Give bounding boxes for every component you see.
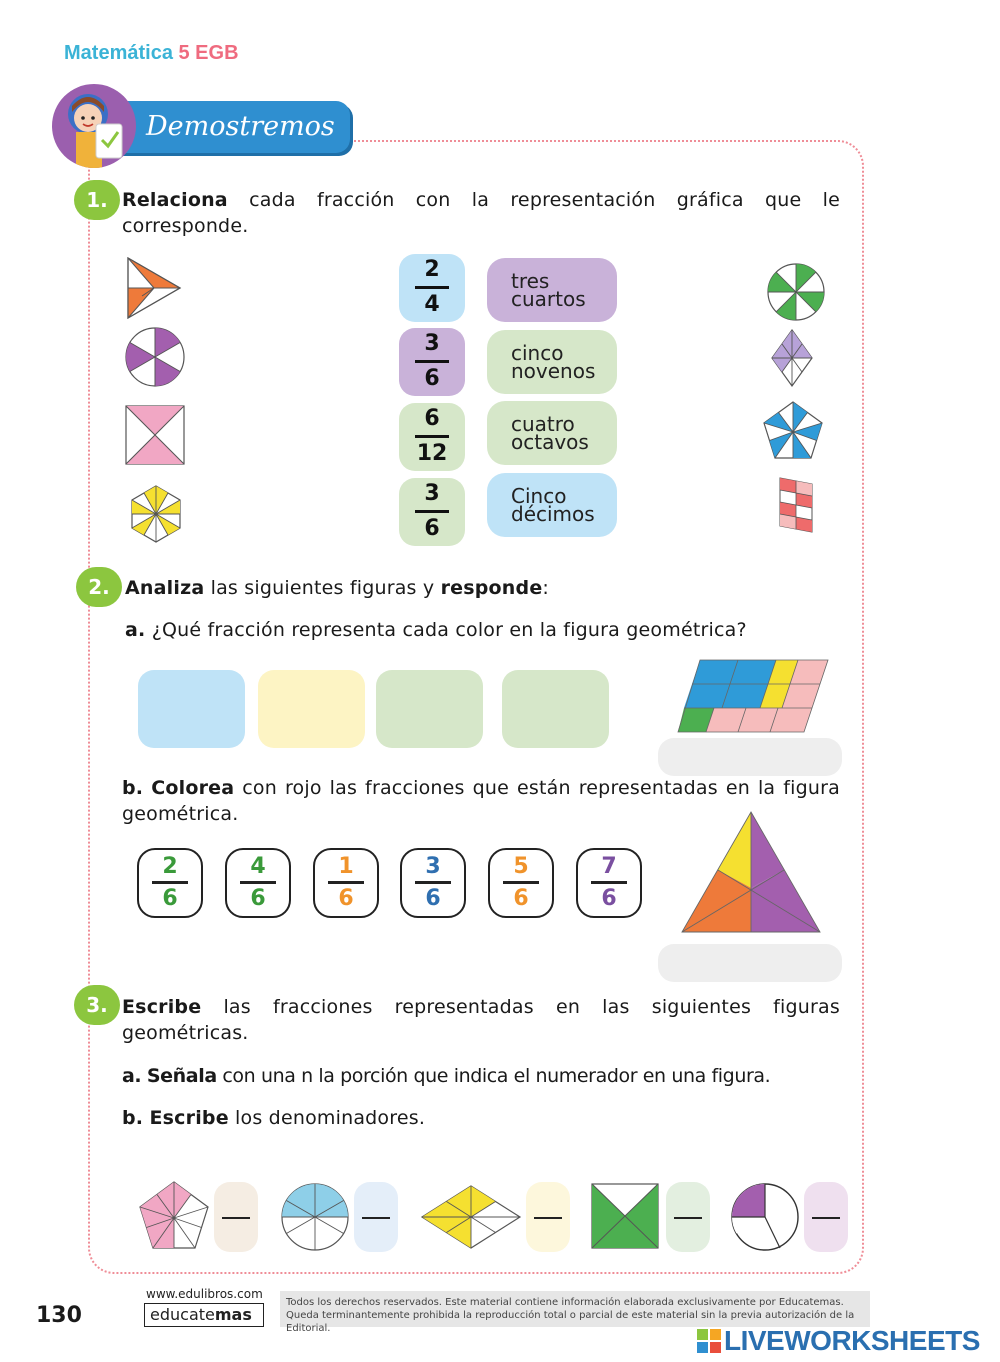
denominator: 6 — [250, 886, 266, 911]
fraction-option[interactable] — [488, 848, 554, 918]
fraction-card — [399, 254, 465, 322]
fraction-line — [222, 1217, 250, 1219]
fraction-option[interactable] — [400, 848, 466, 918]
hexagon-yellow-icon[interactable] — [126, 484, 186, 544]
exercise-2-instruction — [125, 575, 549, 601]
answer-slot[interactable] — [804, 1182, 848, 1252]
legal-notice: Todos los derechos reservados. Este material contiene información elaborada exclusivamente por Educatemas. Queda terminantemente prohibida la reproducción total o parcial de este material sin la previa autorización de la Editorial. — [280, 1291, 870, 1327]
circle-purple-icon[interactable] — [124, 326, 186, 388]
fraction-card — [399, 403, 465, 471]
denominator: 6 — [601, 886, 617, 911]
brand-part: educate — [150, 1305, 215, 1324]
numerator: 6 — [424, 406, 440, 431]
pentagon-pink-icon[interactable] — [138, 1180, 210, 1250]
square-pink-icon[interactable] — [124, 404, 186, 466]
fraction-line — [674, 1217, 702, 1219]
word-line: cinco — [511, 341, 564, 365]
section-banner: Demostremos — [120, 101, 350, 153]
exercise-1-instruction — [122, 187, 840, 239]
exercise-2-number: 2. — [76, 567, 122, 607]
rhombus-yellow-icon[interactable] — [420, 1184, 522, 1250]
fraction-option[interactable] — [225, 848, 291, 918]
website-link[interactable]: www.edulibros.com — [146, 1287, 263, 1301]
grid-red-icon[interactable] — [778, 476, 816, 534]
answer-box-yellow[interactable] — [258, 670, 365, 748]
numerator: 5 — [513, 854, 529, 879]
instruction-text: con una n la porción que indica el numerador en una figura. — [216, 1065, 771, 1087]
instruction-text: cada fracción con la representación gráfica que le corresponde. — [122, 189, 840, 237]
fraction-line — [812, 1217, 840, 1219]
fraction-card — [399, 328, 465, 396]
liveworksheets-watermark: LIVEWORKSHEETS — [724, 1325, 980, 1356]
exercise-3a-instruction — [122, 1063, 770, 1089]
circle-violet-icon[interactable] — [730, 1182, 800, 1252]
exercise-3-instruction — [122, 994, 840, 1046]
fraction-option[interactable] — [576, 848, 642, 918]
answer-field-2a[interactable] — [658, 738, 842, 776]
brand-logo — [144, 1303, 264, 1327]
numerator: 3 — [424, 481, 440, 506]
instruction-text: las siguientes figuras y — [204, 577, 441, 599]
word-line: décimos — [511, 502, 595, 526]
word-card[interactable] — [487, 473, 617, 537]
numerator: 3 — [425, 854, 441, 879]
parallelogram-figure-icon — [676, 658, 832, 734]
instruction-text: los denominadores. — [228, 1107, 426, 1129]
word-line: cuartos — [511, 287, 586, 311]
page-number: 130 — [36, 1303, 82, 1328]
exercise-3b-instruction — [122, 1105, 425, 1131]
liveworksheets-logo-icon — [697, 1329, 721, 1353]
instruction-keyword: Señala — [146, 1065, 217, 1087]
numerator: 4 — [250, 854, 266, 879]
denominator: 6 — [513, 886, 529, 911]
triangle-figure-icon — [680, 810, 822, 934]
girl-avatar-icon — [52, 84, 136, 168]
instruction-keyword: Relaciona — [122, 189, 228, 211]
exercise-3-number: 3. — [74, 985, 120, 1025]
fraction-line — [362, 1217, 390, 1219]
fraction-option[interactable] — [313, 848, 379, 918]
item-label: b. — [122, 1107, 144, 1129]
instruction-text: con rojo las fracciones que están representadas en la figura geométrica. — [122, 777, 840, 825]
triangle-orange-icon[interactable] — [124, 256, 184, 320]
denominator: 6 — [338, 886, 354, 911]
subject-heading — [64, 42, 239, 65]
numerator: 7 — [601, 854, 617, 879]
answer-field-2b[interactable] — [658, 944, 842, 982]
denominator: 6 — [424, 366, 440, 391]
word-card[interactable] — [487, 401, 617, 465]
answer-slot[interactable] — [526, 1182, 570, 1252]
word-line: novenos — [511, 359, 596, 383]
instruction-text: las fracciones representadas en las siguientes figuras geométricas. — [122, 996, 840, 1044]
circle-green-icon[interactable] — [766, 262, 826, 322]
denominator: 4 — [424, 292, 440, 317]
avatar — [52, 84, 136, 168]
answer-box-blue[interactable] — [138, 670, 245, 748]
item-label: a. — [122, 1065, 142, 1087]
denominator: 12 — [416, 441, 448, 466]
fraction-card — [399, 478, 465, 546]
word-line: Cinco — [511, 484, 567, 508]
instruction-keyword: Escribe — [149, 1107, 229, 1129]
answer-box-pink[interactable] — [502, 670, 609, 748]
item-label: b. — [122, 777, 144, 799]
answer-slot[interactable] — [214, 1182, 258, 1252]
brand-part: mas — [214, 1305, 252, 1324]
instruction-keyword: Analiza — [125, 577, 205, 599]
word-card[interactable] — [487, 330, 617, 394]
grade-label: 5 EGB — [178, 42, 239, 64]
denominator: 6 — [424, 516, 440, 541]
numerator: 2 — [162, 854, 178, 879]
numerator: 3 — [424, 331, 440, 356]
answer-box-green[interactable] — [376, 670, 483, 748]
answer-slot[interactable] — [354, 1182, 398, 1252]
item-label: a. — [125, 619, 146, 641]
word-line: octavos — [511, 430, 589, 454]
square-green-icon[interactable] — [590, 1182, 660, 1250]
fraction-line — [534, 1217, 562, 1219]
word-line: tres — [511, 269, 550, 293]
instruction-keyword: responde — [440, 577, 543, 599]
answer-slot[interactable] — [666, 1182, 710, 1252]
circle-blue-icon[interactable] — [280, 1182, 350, 1252]
denominator: 6 — [162, 886, 178, 911]
denominator: 6 — [425, 886, 441, 911]
fraction-option[interactable] — [137, 848, 203, 918]
rhombus-purple-icon[interactable] — [770, 328, 814, 388]
numerator: 2 — [424, 257, 440, 282]
instruction-keyword: Escribe — [122, 996, 202, 1018]
exercise-1-number: 1. — [74, 180, 120, 220]
word-line: cuatro — [511, 412, 575, 436]
instruction-text: : — [542, 577, 550, 599]
question-text: ¿Qué fracción representa cada color en la figura geométrica? — [145, 619, 747, 641]
instruction-keyword: Colorea — [151, 777, 235, 799]
subject-name: Matemática — [64, 42, 173, 64]
exercise-2a-question — [125, 617, 747, 643]
word-card[interactable] — [487, 258, 617, 322]
numerator: 1 — [338, 854, 354, 879]
pentagon-blue-icon[interactable] — [762, 400, 824, 460]
